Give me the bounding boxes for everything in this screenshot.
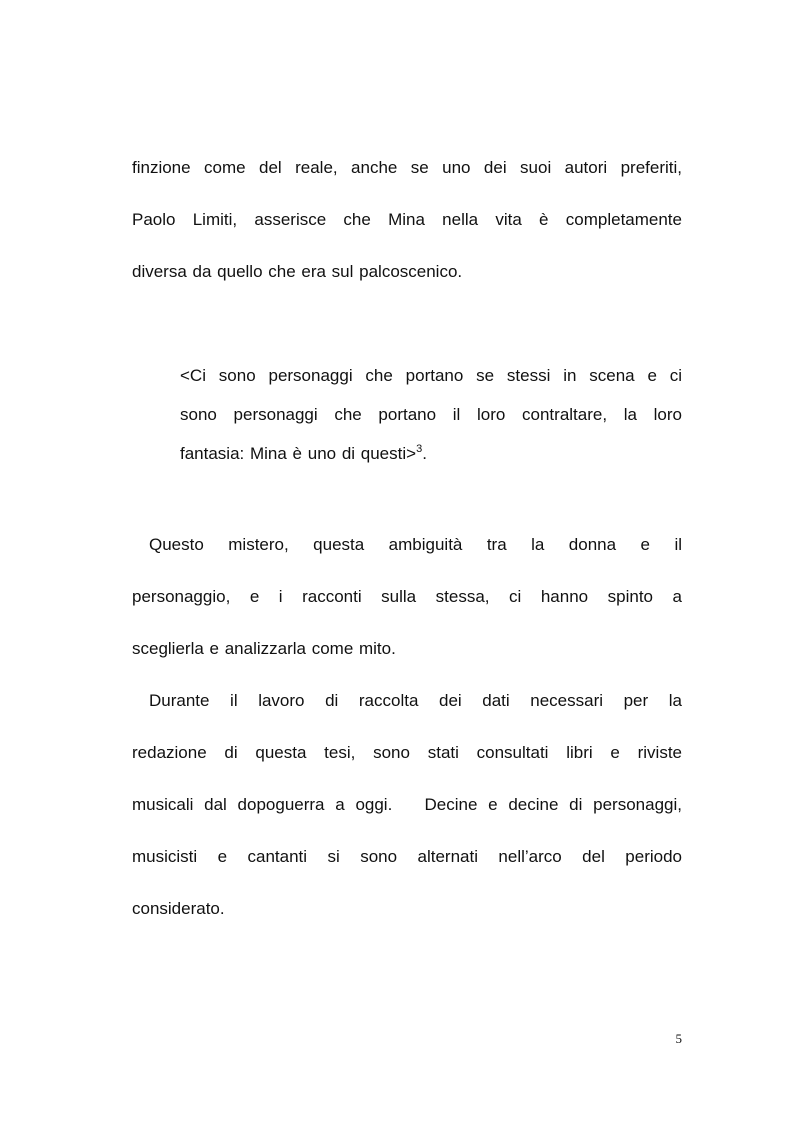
paragraph-1-line-1: finzione come del reale, anche se uno dei suoi autori preferiti,: [132, 158, 682, 177]
paragraph-1-line-3: diversa da quello che era sul palcoscenico.: [132, 262, 463, 281]
paragraph-3-line-5: considerato.: [132, 899, 225, 918]
paragraph-2-line-2: personaggio, e i racconti sulla stessa, ci hanno spinto a: [132, 587, 682, 606]
footnote-reference: 3: [416, 443, 423, 455]
page-number: 5: [675, 1031, 682, 1046]
quote-line-2: sono personaggi che portano il loro contraltare, la loro: [180, 405, 682, 424]
quote-line-3: [180, 443, 682, 465]
quote-trailing-period: .: [422, 444, 427, 463]
paragraph-3-line-3: musicali dal dopoguerra a oggi. Decine e decine di personaggi,: [132, 795, 682, 814]
paragraph-3-line-2: redazione di questa tesi, sono stati consultati libri e riviste: [132, 743, 682, 762]
quote-line-3-text: fantasia: Mina è uno di questi>: [180, 444, 417, 463]
paragraph-3-line-4: musicisti e cantanti si sono alternati nell’arco del periodo: [132, 847, 682, 866]
paragraph-1-line-2: Paolo Limiti, asserisce che Mina nella vita è completamente: [132, 210, 682, 229]
quote-line-1: <Ci sono personaggi che portano se stessi in scena e ci: [180, 366, 682, 385]
paragraph-2-line-3: sceglierla e analizzarla come mito.: [132, 639, 396, 658]
paragraph-2-line-1: Questo mistero, questa ambiguità tra la donna e il: [149, 535, 682, 554]
paragraph-3-line-1: Durante il lavoro di raccolta dei dati necessari per la: [149, 691, 682, 710]
